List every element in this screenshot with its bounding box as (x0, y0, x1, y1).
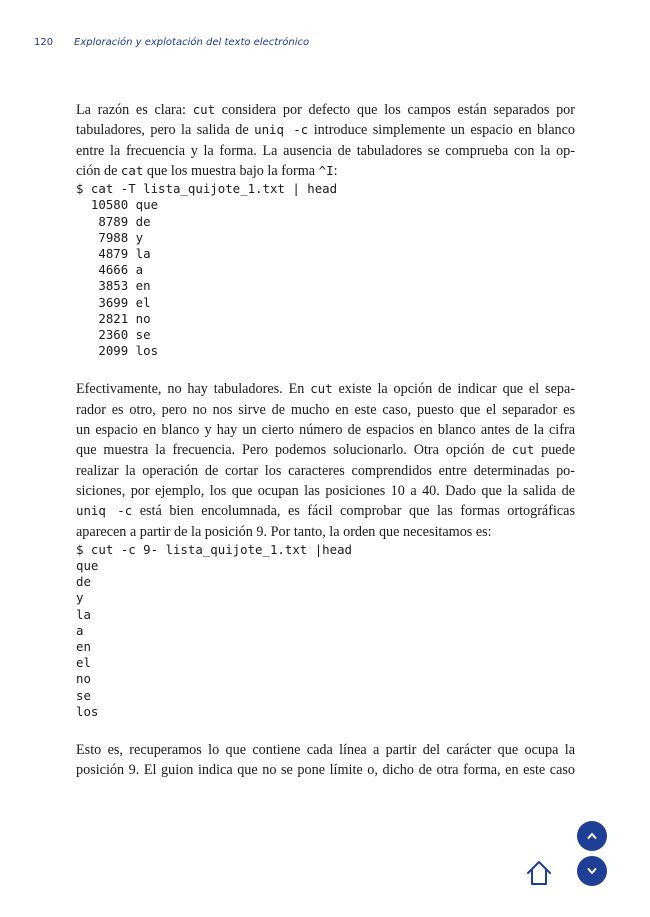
text-line: entre la frecuencia y la forma. La ausencia de tabuladores se comprueba con la op- (76, 142, 575, 159)
code-output-line: y (76, 590, 84, 606)
code-output-line: 3853 en (76, 278, 151, 294)
text-line: siciones, por ejemplo, los que ocupan las posiciones 10 a 40. Dado que la salida de (76, 482, 575, 499)
scroll-up-button[interactable] (577, 821, 607, 851)
code-output-line: 8789 de (76, 213, 151, 229)
text-line: aparecen a partir de la posición 9. Por tanto, la orden que necesitamos es: (76, 523, 492, 540)
code-output-line: 2360 se (76, 327, 151, 343)
paragraph-2 (76, 379, 575, 541)
page-body (76, 100, 575, 781)
code-output-line: la (76, 606, 91, 622)
code-output-line: 2099 los (76, 343, 159, 359)
code-output-line: en (76, 639, 91, 655)
code-output-line: a (76, 622, 84, 638)
text-line: tabuladores, pero la salida de uniq -c introduce simplemente un espacio en blanco (76, 122, 575, 139)
scroll-down-button[interactable] (577, 856, 607, 886)
code-output-line: 7988 y (76, 229, 144, 245)
code-command: $ cat -T lista_quijote_1.txt | head (76, 181, 338, 197)
text-line: rador es otro, pero no nos sirve de mucho en este caso, puesto que el separador es (76, 401, 575, 418)
text-line: posición 9. El guion indica que no se pone límite o, dicho de otra forma, en este caso (76, 762, 575, 779)
paragraph-1 (76, 100, 575, 181)
code-output-line: no (76, 671, 91, 687)
text-line: ción de cat que los muestra bajo la forma ^I: (76, 162, 338, 179)
chevron-up-icon (586, 830, 598, 842)
text-line: uniq -c está bien encolumnada, es fácil comprobar que las formas ortográficas (76, 503, 576, 520)
running-head (34, 37, 309, 48)
text-line: Efectivamente, no hay tabuladores. En cut existe la opción de indicar que el sepa- (76, 381, 575, 398)
code-output-line: de (76, 574, 91, 590)
code-output-line: se (76, 687, 91, 703)
home-icon (524, 858, 554, 888)
chevron-down-icon (586, 865, 598, 877)
code-output-line: que (76, 558, 99, 573)
code-output-line: los (76, 703, 99, 719)
text-line: La razón es clara: cut considera por defecto que los campos están separados por (76, 102, 575, 118)
text-line: un espacio en blanco y hay un cierto número de espacios en blanco antes de la cifra (76, 422, 575, 439)
code-output-line: 2821 no (76, 310, 151, 326)
text-line: Esto es, recuperamos lo que contiene cada línea a partir del carácter que ocupa la (76, 742, 575, 759)
text-line: que muestra la frecuencia. Pero podemos solucionarlo. Otra opción de cut puede (76, 442, 575, 459)
code-output-line: 4879 la (76, 246, 151, 261)
code-output-line: el (76, 655, 91, 671)
paragraph-3 (76, 740, 575, 781)
text-line: realizar la operación de cortar los caracteres comprendidos entre determinadas po- (76, 462, 575, 479)
home-button[interactable] (524, 858, 554, 888)
code-output-line: 10580 que (76, 197, 159, 213)
page-number: 120 (34, 37, 54, 48)
code-command: $ cut -c 9- lista_quijote_1.txt |head (76, 541, 353, 557)
code-output-line: 3699 el (76, 294, 151, 310)
code-output-line: 4666 a (76, 262, 144, 278)
code-block-cut (76, 542, 575, 720)
code-block-cat (76, 181, 575, 359)
running-title: Exploración y explotación del texto electrónico (74, 37, 310, 48)
